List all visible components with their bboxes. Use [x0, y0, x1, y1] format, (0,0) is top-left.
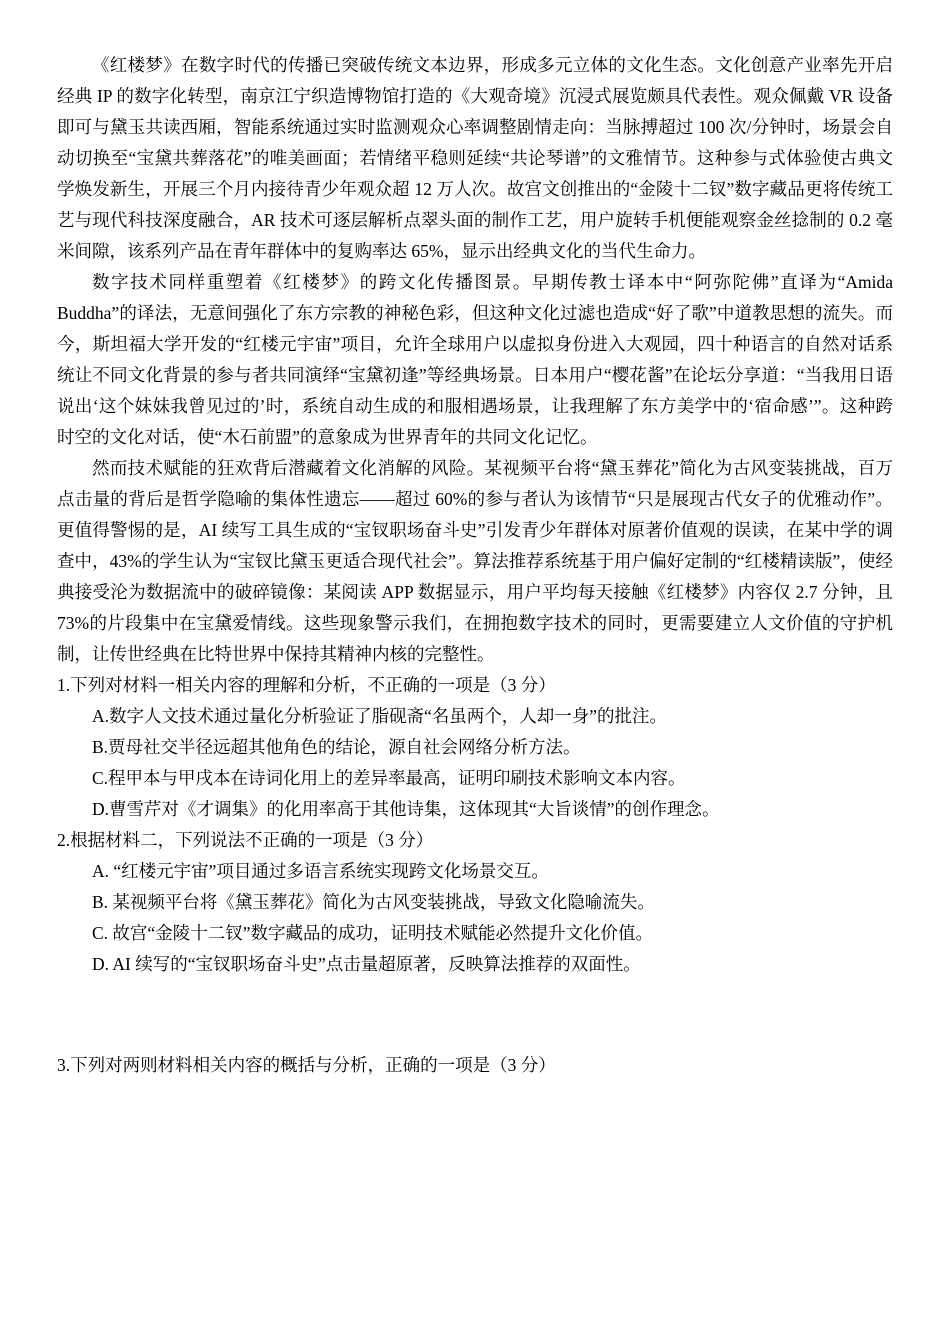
- material-paragraph-1: 《红楼梦》在数字时代的传播已突破传统文本边界，形成多元立体的文化生态。文化创意产业率先开启经典 IP 的数字化转型，南京江宁织造博物馆打造的《大观奇境》沉浸式展览颇具代表性。观众佩戴 VR 设备即可与黛玉共读西厢，智能系统通过实时监测观众心率调整剧情走向：当脉搏超过 100 次/分钟时，场景会自动切换至“宝黛共葬落花”的唯美画面；若情绪平稳则延续“共论琴谱”的文雅情节。这种参与式体验使古典文学焕发新生，开展三个月内接待青少年观众超 12 万人次。故宫文创推出的“金陵十二钗”数字藏品更将传统工艺与现代科技深度融合，AR 技术可逐层解析点翠头面的制作工艺，用户旋转手机便能观察金丝捻制的 0.2 毫米间隙，该系列产品在青年群体中的复购率达 65%，显示出经典文化的当代生命力。: [57, 55, 893, 261]
- question-2: [57, 825, 893, 980]
- question-2-option-d: D. AI 续写的“宝钗职场奋斗史”点击量超原著，反映算法推荐的双面性。: [92, 954, 641, 974]
- material-paragraph-3: 然而技术赋能的狂欢背后潜藏着文化消解的风险。某视频平台将“黛玉葬花”简化为古风变装挑战，百万点击量的背后是哲学隐喻的集体性遗忘——超过 60%的参与者认为该情节“只是展现古代女子的优雅动作”。更值得警惕的是，AI 续写工具生成的“宝钗职场奋斗史”引发青少年群体对原著价值观的误读，在某中学的调查中，43%的学生认为“宝钗比黛玉更适合现代社会”。算法推荐系统基于用户偏好定制的“红楼精读版”，使经典接受沦为数据流中的破碎镜像：某阅读 APP 数据显示，用户平均每天接触《红楼梦》内容仅 2.7 分钟，且 73%的片段集中在宝黛爱情线。这些现象警示我们，在拥抱数字技术的同时，更需要建立人文价值的守护机制，让传世经典在比特世界中保持其精神内核的完整性。: [57, 458, 893, 664]
- question-3: [57, 1050, 893, 1081]
- question-2-option-c: C. 故宫“金陵十二钗”数字藏品的成功，证明技术赋能必然提升文化价值。: [92, 923, 653, 943]
- material-paragraph-2: 数字技术同样重塑着《红楼梦》的跨文化传播图景。早期传教士译本中“阿弥陀佛”直译为“Amida Buddha”的译法，无意间强化了东方宗教的神秘色彩，但这种文化过滤也造成“好了歌”中道教思想的流失。而今，斯坦福大学开发的“红楼元宇宙”项目，允许全球用户以虚拟身份进入大观园，四十种语言的自然对话系统让不同文化背景的参与者共同演绎“宝黛初逢”等经典场景。日本用户“樱花酱”在论坛分享道：“当我用日语说出‘这个妹妹我曾见过的’时，系统自动生成的和服相遇场景，让我理解了东方美学中的‘宿命感’”。这种跨时空的文化对话，使“木石前盟”的意象成为世界青年的共同文化记忆。: [57, 272, 893, 447]
- question-1-option-a: A.数字人文技术通过量化分析验证了脂砚斋“名虽两个，人却一身”的批注。: [92, 706, 668, 726]
- question-1: [57, 670, 893, 825]
- question-1-option-c: C.程甲本与甲戌本在诗词化用上的差异率最高，证明印刷技术影响文本内容。: [92, 768, 686, 788]
- question-1-stem: 1.下列对材料一相关内容的理解和分析，不正确的一项是（3 分）: [57, 675, 556, 695]
- question-2-stem: 2.根据材料二，下列说法不正确的一项是（3 分）: [57, 830, 434, 850]
- question-3-stem: 3.下列对两则材料相关内容的概括与分析，正确的一项是（3 分）: [57, 1055, 556, 1075]
- question-1-option-b: B.贾母社交半径远超其他角色的结论，源自社会网络分析方法。: [92, 737, 581, 757]
- question-2-option-b: B. 某视频平台将《黛玉葬花》简化为古风变装挑战，导致文化隐喻流失。: [92, 892, 655, 912]
- question-1-option-d: D.曹雪芹对《才调集》的化用率高于其他诗集，这体现其“大旨谈情”的创作理念。: [92, 799, 720, 819]
- question-2-option-a: A. “红楼元宇宙”项目通过多语言系统实现跨文化场景交互。: [92, 861, 549, 881]
